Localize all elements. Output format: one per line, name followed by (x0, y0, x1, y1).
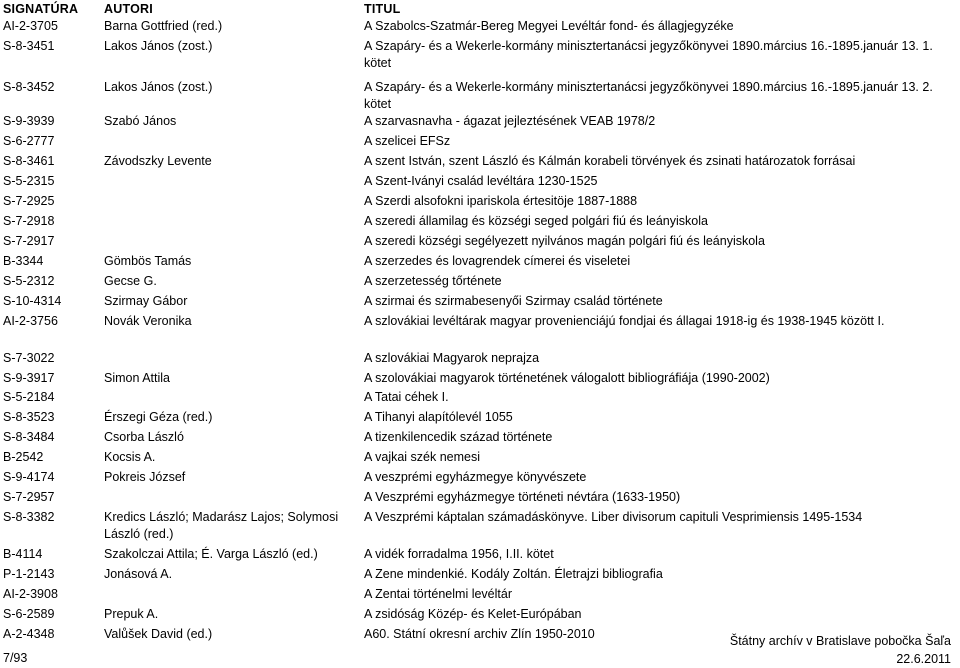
title-cell: A Zene mindenkié. Kodály Zoltán. Életrajzi bibliografia (364, 567, 663, 581)
signature-cell: S-7-2957 (3, 490, 55, 504)
title-cell: A Szent-Iványi család levéltára 1230-1525 (364, 174, 598, 188)
author-cell: Barna Gottfried (red.) (104, 19, 223, 33)
title-cell-continuation: kötet (364, 97, 392, 111)
author-cell: Kocsis A. (104, 450, 156, 464)
title-cell: A Veszprémi káptalan számadáskönyve. Liber divisorum capituli Vesprimiensis 1495-1534 (364, 510, 863, 524)
title-cell: A szerzedes és lovagrendek címerei és viseletei (364, 254, 631, 268)
title-cell: A Veszprémi egyházmegye történeti névtára (1633-1950) (364, 490, 681, 504)
author-cell: Novák Veronika (104, 314, 192, 328)
column-header-signature: SIGNATÚRA (3, 2, 79, 16)
title-cell: A vajkai szék nemesi (364, 450, 481, 464)
author-cell: Lakos János (zost.) (104, 80, 213, 94)
title-cell: A szeredi községi segélyezett nyilvános magán polgári fiú és leányiskola (364, 234, 765, 248)
signature-cell: S-8-3484 (3, 430, 55, 444)
author-cell: Szabó János (104, 114, 177, 128)
author-cell: Simon Attila (104, 371, 171, 385)
title-cell: A szirmai és szirmabesenyői Szirmay család története (364, 294, 663, 308)
title-cell: A Szerdi alsofokni ipariskola értesitöje 1887-1888 (364, 194, 638, 208)
signature-cell: AI-2-3756 (3, 314, 58, 328)
document-date: 22.6.2011 (896, 652, 951, 666)
title-cell: A szarvasnavha - ágazat jejleztésének VEAB 1978/2 (364, 114, 656, 128)
title-cell: A vidék forradalma 1956, I.II. kötet (364, 547, 554, 561)
signature-cell: S-5-2315 (3, 174, 55, 188)
signature-cell: S-7-2925 (3, 194, 55, 208)
page-number: 7/93 (3, 651, 28, 665)
signature-cell: P-1-2143 (3, 567, 55, 581)
signature-cell: S-8-3523 (3, 410, 55, 424)
signature-cell: AI-2-3705 (3, 19, 58, 33)
title-cell: A60. Státní okresní archiv Zlín 1950-2010 (364, 627, 595, 641)
signature-cell: S-6-2777 (3, 134, 55, 148)
author-cell: Szirmay Gábor (104, 294, 188, 308)
title-cell: A szlovákiai levéltárak magyar provenienciájú fondjai és állagai 1918-ig és 1938-1945 között I. (364, 314, 885, 328)
signature-cell: A-2-4348 (3, 627, 55, 641)
title-cell: A Szapáry- és a Wekerle-kormány minisztertanácsi jegyzőkönyvei 1890.március 16.-1895.január 13. 1. (364, 39, 933, 53)
title-cell: A szeredi államilag és községi seged polgári fiú és leányiskola (364, 214, 708, 228)
signature-cell: S-9-3939 (3, 114, 55, 128)
signature-cell: S-7-3022 (3, 351, 55, 365)
author-cell: Jonásová A. (104, 567, 173, 581)
signature-cell: S-8-3451 (3, 39, 55, 53)
author-cell: Érszegi Géza (red.) (104, 410, 213, 424)
signature-cell: B-3344 (3, 254, 44, 268)
author-cell: Gömbös Tamás (104, 254, 192, 268)
title-cell: A szolovákiai magyarok történetének válogalott bibliográfiája (1990-2002) (364, 371, 770, 385)
author-cell: Valůšek David (ed.) (104, 627, 213, 641)
signature-cell: S-9-4174 (3, 470, 55, 484)
title-cell: A tizenkilencedik század története (364, 430, 553, 444)
archive-name: Štátny archív v Bratislave pobočka Šaľa (729, 634, 951, 648)
signature-cell: S-8-3382 (3, 510, 55, 524)
title-cell: A szelicei EFSz (364, 134, 451, 148)
signature-cell: S-7-2917 (3, 234, 55, 248)
author-cell: Csorba László (104, 430, 184, 444)
signature-cell: S-7-2918 (3, 214, 55, 228)
title-cell: A veszprémi egyházmegye könyvészete (364, 470, 587, 484)
title-cell: A szlovákiai Magyarok neprajza (364, 351, 540, 365)
author-cell: Prepuk A. (104, 607, 159, 621)
title-cell: A Szabolcs-Szatmár-Bereg Megyei Levéltár fond- és állagjegyzéke (364, 19, 734, 33)
title-cell: A zsidóság Közép- és Kelet-Európában (364, 607, 582, 621)
author-cell: Závodszky Levente (104, 154, 212, 168)
title-cell: A Tatai céhek I. (364, 390, 449, 404)
signature-cell: S-10-4314 (3, 294, 62, 308)
author-cell: Lakos János (zost.) (104, 39, 213, 53)
author-cell: Kredics László; Madarász Lajos; Solymosi (104, 510, 339, 524)
title-cell-continuation: kötet (364, 56, 392, 70)
signature-cell: S-8-3461 (3, 154, 55, 168)
title-cell: A szent István, szent László és Kálmán korabeli törvények és zsinati határozatok forrásai (364, 154, 856, 168)
title-cell: A Tihanyi alapítólevél 1055 (364, 410, 513, 424)
author-cell-continuation: László (red.) (104, 527, 174, 541)
author-cell: Pokreis József (104, 470, 186, 484)
signature-cell: B-4114 (3, 547, 43, 561)
column-header-title: TITUL (364, 2, 401, 16)
title-cell: A Zentai történelmi levéltár (364, 587, 512, 601)
signature-cell: AI-2-3908 (3, 587, 58, 601)
title-cell: A Szapáry- és a Wekerle-kormány minisztertanácsi jegyzőkönyvei 1890.március 16.-1895.január 13. 2. (364, 80, 933, 94)
signature-cell: S-5-2184 (3, 390, 55, 404)
signature-cell: S-6-2589 (3, 607, 55, 621)
column-header-authors: AUTORI (104, 2, 153, 16)
signature-cell: B-2542 (3, 450, 44, 464)
author-cell: Szakolczai Attila; É. Varga László (ed.) (104, 547, 318, 561)
title-cell: A szerzetesség tőrténete (364, 274, 502, 288)
author-cell: Gecse G. (104, 274, 157, 288)
signature-cell: S-5-2312 (3, 274, 55, 288)
signature-cell: S-8-3452 (3, 80, 55, 94)
signature-cell: S-9-3917 (3, 371, 55, 385)
